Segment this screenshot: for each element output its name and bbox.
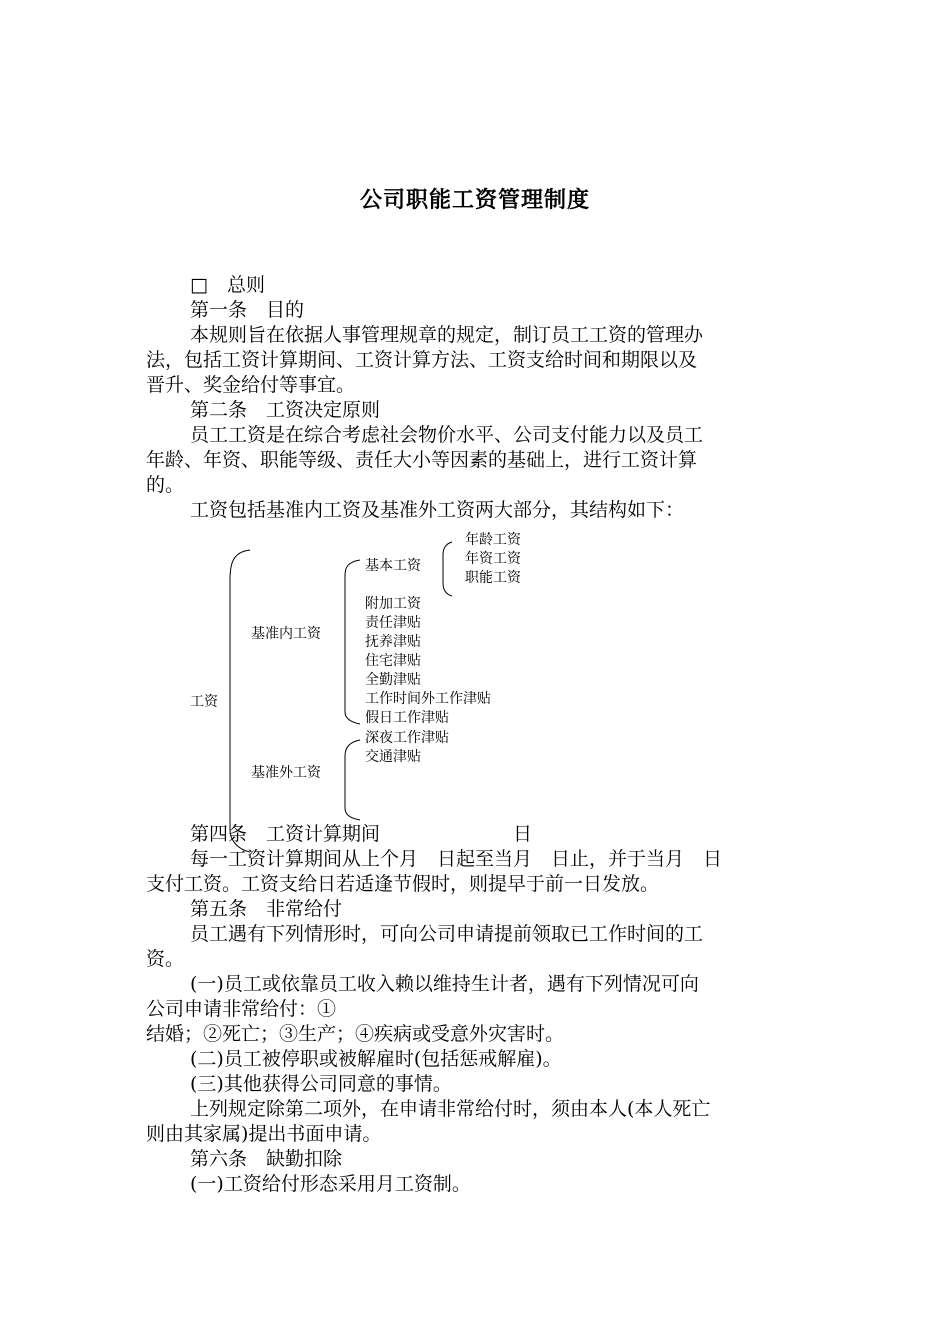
paragraph-line: 每一工资计算期间从上个月 日起至当月 日止，并于当月 日 xyxy=(190,848,723,870)
article-heading: 第五条 非常给付 xyxy=(190,898,343,920)
paragraph-line: (一)员工或依靠员工收入赖以维持生计者，遇有下列情况可向 xyxy=(190,973,699,995)
diagram-basic-label: 基本工资 xyxy=(365,558,421,574)
paragraph-line: 结婚；②死亡；③生产；④疾病或受意外灾害时。 xyxy=(146,1023,565,1045)
diagram-item: 深夜工作津贴 xyxy=(365,730,449,746)
paragraph-line: 公司申请非常给付：① xyxy=(146,998,337,1020)
diagram-outer-label: 基准外工资 xyxy=(251,765,321,781)
article-heading: 第二条 工资决定原则 xyxy=(190,399,381,421)
diagram-item: 全勤津贴 xyxy=(365,672,421,688)
section-heading: □ 总则 xyxy=(190,274,265,296)
paragraph-line: 员工遇有下列情形时，可向公司申请提前领取已工作时间的工 xyxy=(190,923,704,945)
paragraph-line: (二)员工被停职或被解雇时(包括惩戒解雇)。 xyxy=(190,1048,562,1070)
paragraph-line: 法，包括工资计算期间、工资计算方法、工资支给时间和期限以及 xyxy=(146,349,698,371)
diagram-item: 工作时间外工作津贴 xyxy=(365,691,491,707)
paragraph-line: (三)其他获得公司同意的事情。 xyxy=(190,1073,452,1095)
diagram-item: 住宅津贴 xyxy=(365,653,421,669)
paragraph-line: 上列规定除第二项外，在申请非常给付时，须由本人(本人死亡 xyxy=(190,1098,711,1120)
diagram-inner-label: 基准内工资 xyxy=(251,626,321,642)
paragraph-line: (一)工资给付形态采用月工资制。 xyxy=(190,1173,471,1195)
diagram-item: 责任津贴 xyxy=(365,615,421,631)
article-heading: 第六条 缺勤扣除 xyxy=(190,1148,343,1170)
article-heading: 第一条 目的 xyxy=(190,299,305,321)
paragraph-line: 员工工资是在综合考虑社会物价水平、公司支付能力以及员工 xyxy=(190,424,704,446)
diagram-item: 年龄工资 xyxy=(465,532,521,548)
paragraph-line: 年龄、年资、职能等级、责任大小等因素的基础上，进行工资计算 xyxy=(146,449,698,471)
paragraph-line: 本规则旨在依据人事管理规章的规定，制订员工工资的管理办 xyxy=(190,324,704,346)
paragraph-line: 工资包括基准内工资及基准外工资两大部分，其结构如下： xyxy=(190,499,685,521)
diagram-item: 职能工资 xyxy=(465,570,521,586)
diagram-item: 假日工作津贴 xyxy=(365,710,449,726)
paragraph-line: 资。 xyxy=(146,948,185,970)
diagram-item: 抚养津贴 xyxy=(365,634,421,650)
paragraph-line: 晋升、奖金给付等事宜。 xyxy=(146,374,356,396)
diagram-item: 年资工资 xyxy=(465,551,521,567)
article-heading: 第四条 工资计算期间 日 xyxy=(190,823,533,845)
diagram-root-label: 工资 xyxy=(190,694,218,710)
paragraph-line: 则由其家属)提出书面申请。 xyxy=(146,1123,382,1145)
document-title: 公司职能工资管理制度 xyxy=(359,187,590,213)
diagram-item: 交通津贴 xyxy=(365,749,421,765)
diagram-item: 附加工资 xyxy=(365,596,421,612)
paragraph-line: 的。 xyxy=(146,474,185,496)
paragraph-line: 支付工资。工资支给日若适逢节假时，则提早于前一日发放。 xyxy=(146,873,660,895)
